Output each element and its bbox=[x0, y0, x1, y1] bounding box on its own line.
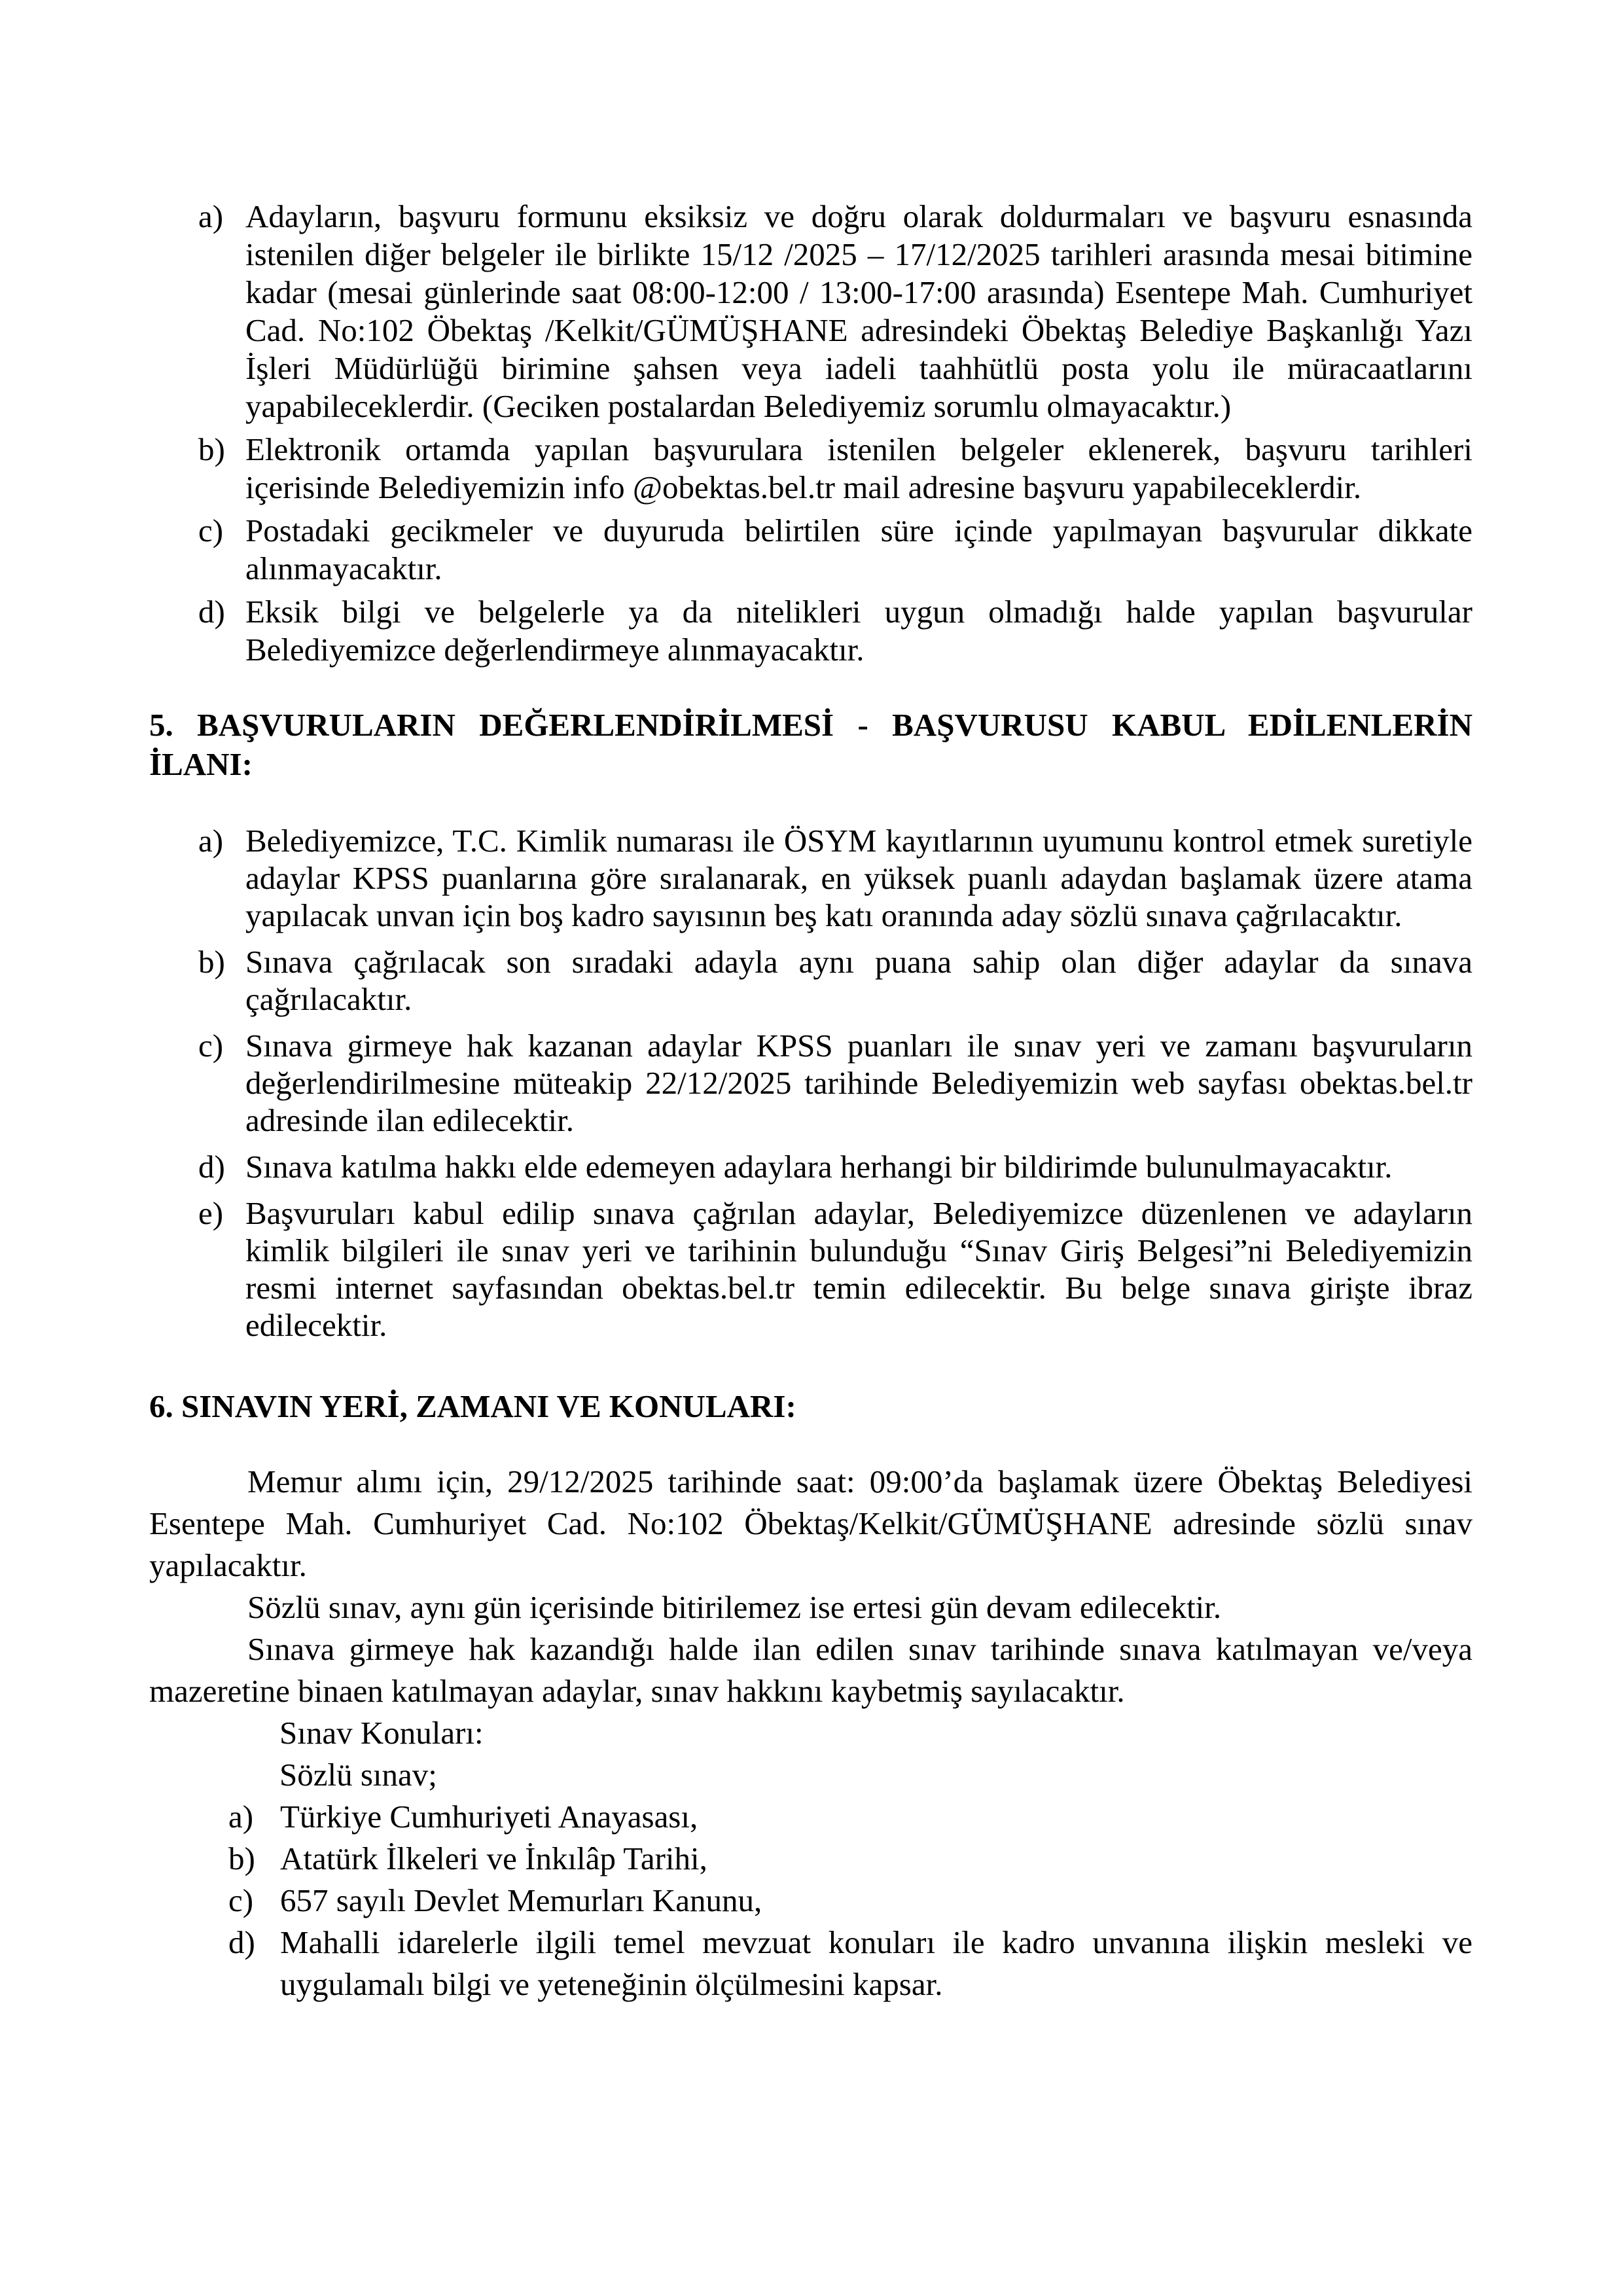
list-item-text: Sınava girmeye hak kazanan adaylar KPSS puanları ile sınav yeri ve zamanı başvuruların değerlendirilmesine müteakip 22/12/2025 tarihinde Belediyemizin web sayfası obektas.bel.tr adresinde ilan edilecektir. bbox=[245, 1028, 1472, 1138]
application-procedure-list bbox=[149, 198, 1472, 669]
list-item-label: d) bbox=[228, 1924, 255, 1960]
list-item-text: Sınava çağrılacak son sıradaki adayla aynı puana sahip olan diğer adaylar da sınava çağrılacaktır. bbox=[245, 944, 1472, 1017]
section-5-heading-line1: 5. BAŞVURULARIN DEĞERLENDİRİLMESİ - BAŞVURUSU KABUL EDİLENLERİN bbox=[149, 707, 1472, 743]
exam-topics-list bbox=[149, 1796, 1472, 2005]
paragraph: Memur alımı için, 29/12/2025 tarihinde saat: 09:00’da başlamak üzere Öbektaş Belediyesi Esentepe Mah. Cumhuriyet Cad. No:102 Öbektaş/Kelkit/GÜMÜŞHANE adresinde sözlü sınav yapılacaktır. bbox=[149, 1463, 1472, 1583]
list-item bbox=[149, 1922, 1472, 2005]
list-item-text: 657 sayılı Devlet Memurları Kanunu, bbox=[280, 1882, 762, 1918]
list-item bbox=[149, 1194, 1472, 1344]
list-item bbox=[149, 593, 1472, 669]
list-item bbox=[149, 431, 1472, 507]
document-content bbox=[149, 198, 1472, 2005]
list-item bbox=[149, 943, 1472, 1018]
list-item-label: a) bbox=[228, 1799, 254, 1835]
list-item-text: Mahalli idarelerle ilgili temel mevzuat konuları ile kadro unvanına ilişkin mesleki ve uygulamalı bilgi ve yeteneğinin ölçülmesini kapsar. bbox=[280, 1924, 1472, 2002]
list-item-label: c) bbox=[198, 1028, 224, 1064]
list-item-label: b) bbox=[198, 431, 225, 467]
list-item bbox=[149, 1838, 1472, 1880]
list-item-label: d) bbox=[198, 594, 225, 630]
list-item bbox=[149, 512, 1472, 588]
list-item-label: c) bbox=[198, 512, 224, 548]
list-item-text: Türkiye Cumhuriyeti Anayasası, bbox=[280, 1799, 698, 1835]
section-5-heading-line2: İLANI: bbox=[149, 746, 253, 782]
list-item-text: Adayların, başvuru formunu eksiksiz ve doğru olarak doldurmaları ve başvuru esnasında istenilen diğer belgeler ile birlikte 15/12 /2025 – 17/12/2025 tarihleri arasında mesai bitimine kadar (mesai günlerinde saat 08:00-12:00 / 13:00-17:00 arasında) Esentepe Mah. Cumhuriyet Cad. No:102 Öbektaş /Kelkit/GÜMÜŞHANE adresindeki Öbektaş Belediye Başkanlığı Yazı İşleri Müdürlüğü birimine şahsen veya iadeli taahhütlü posta yolu ile müracaatlarını yapabileceklerdir. (Geciken postalardan Belediyemiz sorumlu olmayacaktır.) bbox=[245, 198, 1472, 424]
list-item bbox=[149, 1027, 1472, 1139]
list-item-label: a) bbox=[198, 823, 224, 859]
list-item bbox=[149, 1148, 1472, 1185]
section-5-heading bbox=[149, 706, 1472, 784]
list-item-text: Başvuruları kabul edilip sınava çağrılan adaylar, Belediyemizce düzenlenen ve adayların kimlik bilgileri ile sınav yeri ve tarihinin bulunduğu “Sınav Giriş Belgesi”ni Belediyemizin resmi internet sayfasından obektas.bel.tr temin edilecektir. Bu belge sınava girişte ibraz edilecektir. bbox=[245, 1195, 1472, 1343]
list-item bbox=[149, 1796, 1472, 1838]
list-item bbox=[149, 1880, 1472, 1922]
list-item-label: e) bbox=[198, 1195, 224, 1231]
list-item-label: d) bbox=[198, 1149, 225, 1185]
list-item bbox=[149, 822, 1472, 934]
section-6-heading: 6. SINAVIN YERİ, ZAMANI VE KONULARI: bbox=[149, 1388, 796, 1424]
list-item-text: Postadaki gecikmeler ve duyuruda belirtilen süre içinde yapılmayan başvurular dikkate alınmayacaktır. bbox=[245, 512, 1472, 586]
list-item bbox=[149, 198, 1472, 425]
paragraph: Sınava girmeye hak kazandığı halde ilan edilen sınav tarihinde sınava katılmayan ve/veya mazeretine binaen katılmayan adaylar, sınav hakkını kaybetmiş sayılacaktır. bbox=[149, 1631, 1472, 1709]
list-item-text: Eksik bilgi ve belgelerle ya da nitelikleri uygun olmadığı halde yapılan başvurular Belediyemizce değerlendirmeye alınmayacaktır. bbox=[245, 594, 1472, 668]
exam-topics-label: Sınav Konuları: bbox=[279, 1715, 484, 1751]
oral-exam-label: Sözlü sınav; bbox=[279, 1757, 437, 1793]
section-6-body bbox=[149, 1461, 1472, 2005]
list-item-text: Sınava katılma hakkı elde edemeyen adaylara herhangi bir bildirimde bulunulmayacaktır. bbox=[245, 1149, 1393, 1185]
list-item-text: Atatürk İlkeleri ve İnkılâp Tarihi, bbox=[280, 1840, 707, 1876]
list-item-label: c) bbox=[228, 1882, 254, 1918]
list-item-text: Belediyemizce, T.C. Kimlik numarası ile ÖSYM kayıtlarının uyumunu kontrol etmek suretiyle adaylar KPSS puanlarına göre sıralanarak, en yüksek puanlı adaydan başlamak üzere atama yapılacak unvan için boş kadro sayısının beş katı oranında aday sözlü sınava çağrılacaktır. bbox=[245, 823, 1472, 933]
list-item-label: b) bbox=[198, 944, 225, 980]
evaluation-list bbox=[149, 822, 1472, 1344]
list-item-label: b) bbox=[228, 1840, 255, 1876]
paragraph: Sözlü sınav, aynı gün içerisinde bitirilemez ise ertesi gün devam edilecektir. bbox=[247, 1589, 1222, 1625]
list-item-text: Elektronik ortamda yapılan başvurulara istenilen belgeler eklenerek, başvuru tarihleri içerisinde Belediyemizin info @obektas.bel.tr mail adresine başvuru yapabileceklerdir. bbox=[245, 431, 1472, 505]
list-item-label: a) bbox=[198, 198, 224, 234]
